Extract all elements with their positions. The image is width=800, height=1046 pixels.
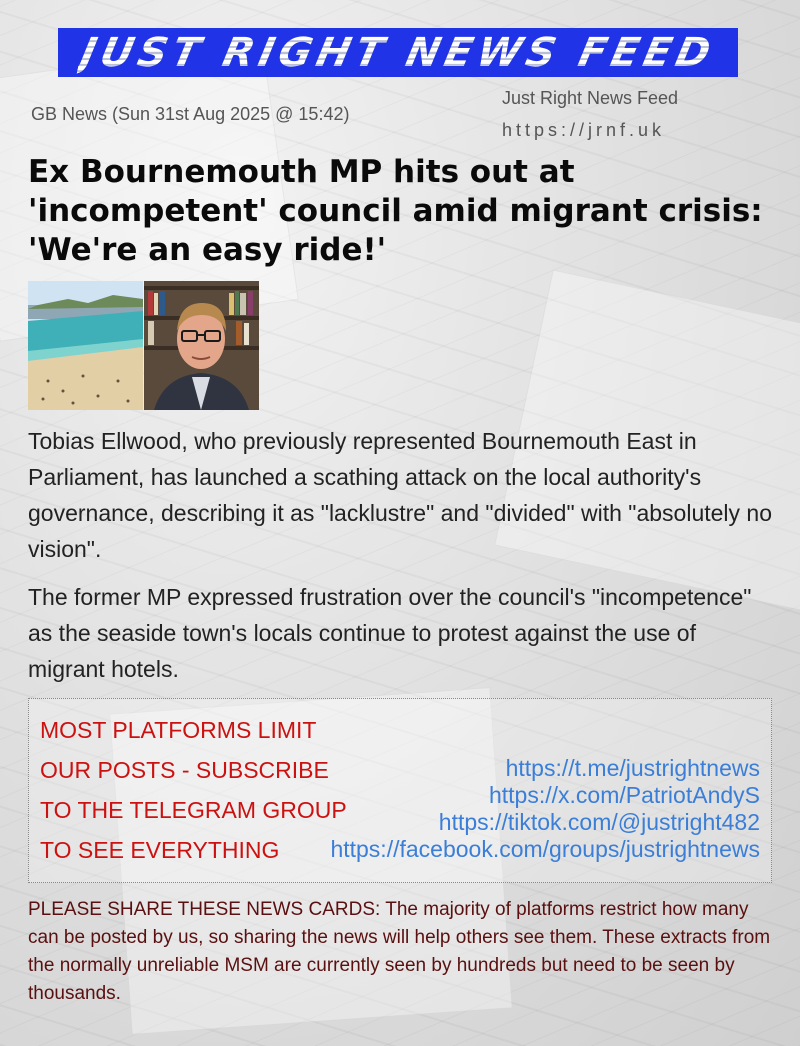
site-url-link[interactable]: https://jrnf.uk <box>502 120 666 140</box>
article-paragraph: The former MP expressed frustration over the council's "incompetence" as the seaside town's locals continue to protest against the use of migrant hotels. <box>28 584 752 682</box>
telegram-link[interactable]: https://t.me/justrightnews <box>505 755 760 781</box>
subscribe-line: TO THE TELEGRAM GROUP <box>40 797 347 823</box>
source-label: GB News (Sun 31st Aug 2025 @ 15:42) <box>31 104 350 124</box>
site-banner <box>58 28 738 77</box>
article-paragraph: Tobias Ellwood, who previously represented Bournemouth East in Parliament, has launched a scathing attack on the local authority's governance, describing it as "lacklustre" and "divided" with "absolutely no vision". <box>28 428 773 562</box>
article-headline: Ex Bournemouth MP hits out at 'incompetent' council amid migrant crisis: 'We're an easy ride!' <box>28 154 763 268</box>
subscribe-panel <box>28 698 772 883</box>
site-name: Just Right News Feed <box>502 88 679 108</box>
banner-title: JUST RIGHT NEWS FEED <box>76 29 720 76</box>
subscribe-line: TO SEE EVERYTHING <box>40 837 280 863</box>
tiktok-link[interactable]: https://tiktok.com/@justright482 <box>438 809 760 835</box>
subscribe-line: MOST PLATFORMS LIMIT <box>40 717 317 743</box>
x-link[interactable]: https://x.com/PatriotAndyS <box>488 782 760 808</box>
facebook-link[interactable]: https://facebook.com/groups/justrightnews <box>330 836 760 862</box>
subscribe-line: OUR POSTS - SUBSCRIBE <box>40 757 329 783</box>
share-notice: PLEASE SHARE THESE NEWS CARDS: The majority of platforms restrict how many can be posted by us, so sharing the news will help others see them. These extracts from the normally unreliable MSM are currently seen by hundreds but need to be seen by thousands. <box>28 899 771 1004</box>
beach-photo <box>28 281 143 410</box>
portrait-photo <box>144 281 259 410</box>
